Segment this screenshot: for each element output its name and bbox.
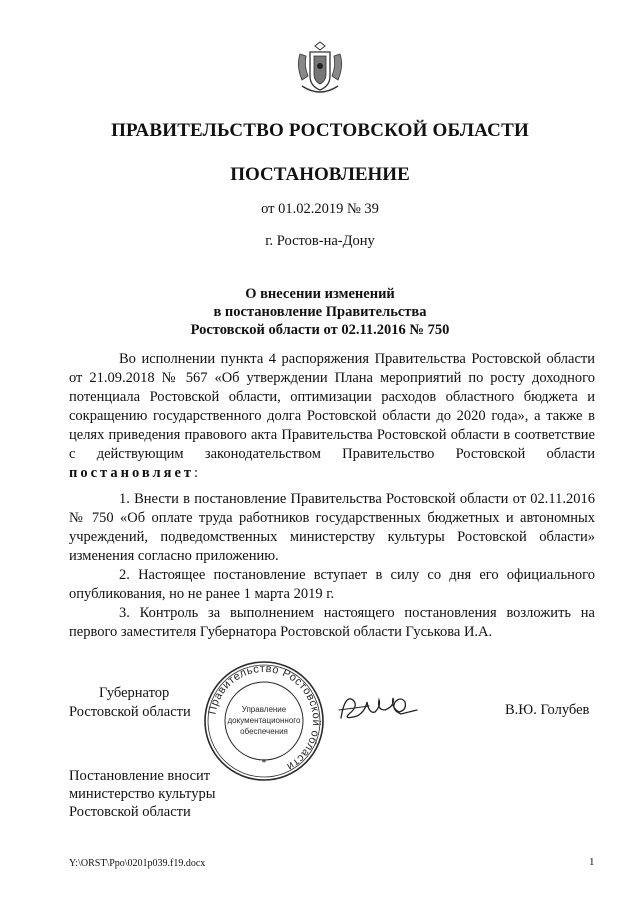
clause-2: 2. Настоящее постановление вступает в силу со дня его официального опубликования, но не ранее 1 марта 2019 г.	[69, 567, 595, 602]
submitter-line-1: Постановление вносит	[69, 768, 211, 784]
coat-of-arms-emblem	[292, 36, 348, 98]
signatory-position	[69, 684, 191, 722]
intro-text: Во исполнении пункта 4 распоряжения Правительства Ростовской области от 21.09.2018 № 567 «Об утверждении Плана мероприятий по росту доходного потенциала Ростовской области, оптимизации расходов областного бюджета и сокращению государственного долга Ростовской области до 2020 года», а также в целях приведения правового акта Правительства Ростовской области в соответствие с действующим законодательством Правительство Ростовской области	[69, 351, 595, 462]
page-number: 1	[589, 856, 595, 868]
subject-line-3: Ростовской области от 02.11.2016 № 750	[190, 322, 450, 338]
footer-file-path: Y:\ORST\Ppo\0201p039.f19.docx	[69, 858, 206, 869]
stamp-outer-text: Правительство Ростовской области	[206, 662, 323, 773]
submitter-block	[69, 767, 215, 821]
handwritten-signature	[335, 688, 435, 728]
clause-3: 3. Контроль за выполнением настоящего постановления возложить на первого заместителя Губернатора Ростовской области Гуськова И.А.	[69, 605, 595, 640]
stamp-inner-line-2: документационного	[227, 716, 301, 725]
position-line-2: Ростовской области	[69, 704, 191, 720]
document-city: г. Ростов-на-Дону	[265, 233, 375, 249]
document-subject	[0, 285, 640, 339]
subject-line-2: в постановление Правительства	[213, 304, 427, 320]
svg-text:*: *	[261, 758, 267, 769]
signatory-name: В.Ю. Голубев	[505, 702, 590, 718]
resolves-colon: :	[194, 465, 199, 481]
subject-line-1: О внесении изменений	[245, 286, 395, 302]
clause-1: 1. Внести в постановление Правительства Ростовской области от 02.11.2016 № 750 «Об оплате труда работников государственных бюджетных и автономных учреждений, подведомственных министерству культуры Ростовской области» изменения согласно приложению.	[69, 491, 595, 564]
submitter-line-3: Ростовской области	[69, 804, 191, 820]
stamp-inner-line-1: Управление	[241, 705, 287, 714]
stamp-inner-line-3: обеспечения	[240, 727, 288, 736]
position-line-1: Губернатор	[99, 685, 170, 701]
document-date-number: от 01.02.2019 № 39	[261, 201, 379, 217]
government-title: ПРАВИТЕЛЬСТВО РОСТОВСКОЙ ОБЛАСТИ	[111, 120, 529, 141]
submitter-line-2: министерство культуры	[69, 786, 216, 802]
resolves-word: постановляет	[69, 465, 195, 481]
intro-paragraph	[69, 350, 595, 483]
document-type: ПОСТАНОВЛЕНИЕ	[230, 164, 410, 185]
official-stamp	[203, 660, 325, 782]
